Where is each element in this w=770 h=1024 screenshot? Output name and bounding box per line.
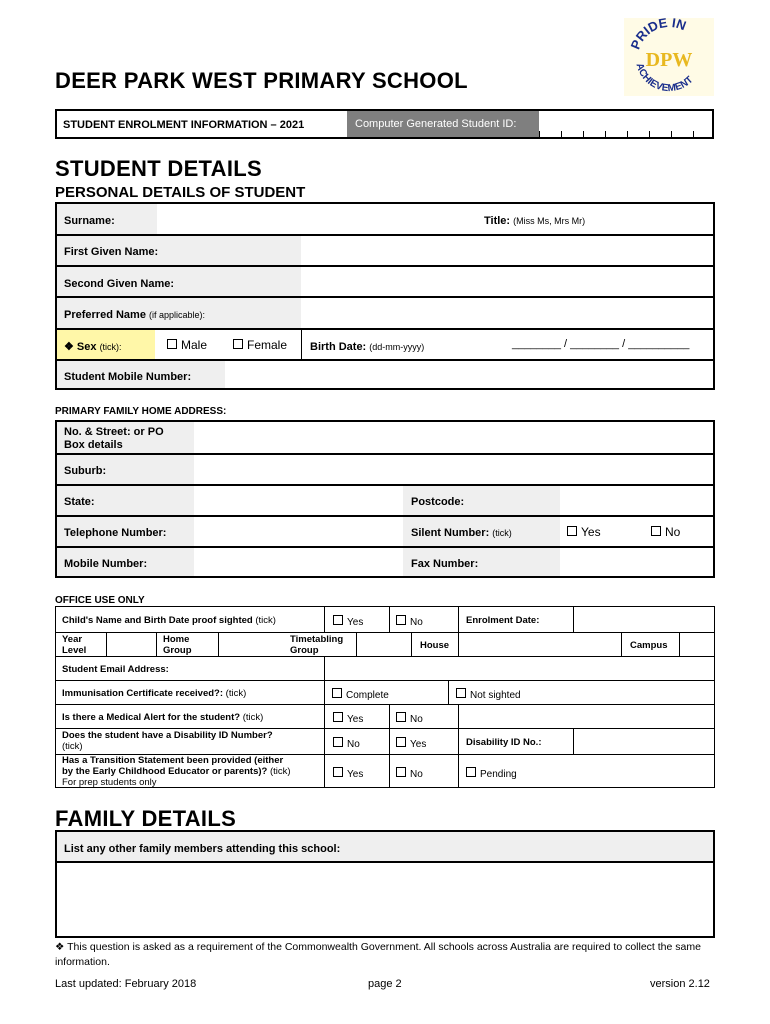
immunisation-not-sighted-checkbox[interactable]: Not sighted <box>456 688 521 701</box>
first-name-label: First Given Name: <box>64 246 159 258</box>
transition-pending-checkbox[interactable]: Pending <box>466 767 517 780</box>
family-members-table <box>55 830 715 938</box>
silent-yes-checkbox[interactable]: Yes <box>567 525 601 539</box>
telephone-input[interactable] <box>194 517 403 546</box>
campus-input[interactable] <box>680 633 714 656</box>
transition-statement-label: Has a Transition Statement been provided (either by the Early Childhood Educator or parents)? (tick) For prep students only <box>62 755 291 788</box>
family-members-input[interactable] <box>57 863 713 936</box>
banner-title: STUDENT ENROLMENT INFORMATION – 2021 <box>63 119 305 131</box>
second-name-input[interactable] <box>301 267 713 296</box>
family-mobile-input[interactable] <box>194 548 403 576</box>
student-email-input[interactable] <box>325 657 714 680</box>
medical-yes-checkbox[interactable]: Yes <box>333 712 363 725</box>
fax-label: Fax Number: <box>411 558 479 570</box>
personal-details-heading: PERSONAL DETAILS OF STUDENT <box>55 184 306 201</box>
enrolment-date-input[interactable] <box>574 607 714 632</box>
student-details-heading: STUDENT DETAILS <box>55 156 262 181</box>
first-name-input[interactable] <box>301 236 713 265</box>
home-group-label: Home Group <box>163 634 192 656</box>
surname-input[interactable] <box>157 204 479 234</box>
version-number: version 2.12 <box>650 978 710 990</box>
fax-input[interactable] <box>560 548 713 576</box>
disability-yes-checkbox[interactable]: Yes <box>396 737 426 750</box>
immunisation-label: Immunisation Certificate received?: (tick) <box>62 688 247 699</box>
silent-no-checkbox[interactable]: No <box>651 525 680 539</box>
female-checkbox[interactable]: Female <box>233 338 287 352</box>
last-updated: Last updated: February 2018 <box>55 978 197 990</box>
title-label: Title: (Miss Ms, Mrs Mr) <box>484 215 586 227</box>
street-label: No. & Street: or PO Box details <box>64 426 164 451</box>
disability-no-checkbox[interactable]: No <box>333 737 360 750</box>
birth-date-label: Birth Date: (dd-mm-yyyy) <box>310 341 425 353</box>
family-members-label: List any other family members attending this school: <box>64 843 341 855</box>
svg-text:ACHIEVEMENT: ACHIEVEMENT <box>633 61 696 95</box>
silent-number-label: Silent Number: (tick) <box>411 527 512 539</box>
state-label: State: <box>64 496 95 508</box>
commonwealth-footnote: ❖ This question is asked as a requirement of the Commonwealth Government. All schools across Australia are required to collect the same information. <box>55 941 701 968</box>
office-use-heading: OFFICE USE ONLY <box>55 595 145 606</box>
second-name-label: Second Given Name: <box>64 278 175 290</box>
medical-alert-label: Is there a Medical Alert for the student? (tick) <box>62 712 264 723</box>
immunisation-complete-checkbox[interactable]: Complete <box>332 688 389 701</box>
proof-yes-checkbox[interactable]: Yes <box>333 615 363 628</box>
page-number: page 2 <box>368 978 402 990</box>
surname-label: Surname: <box>64 215 115 227</box>
svg-text:DPW: DPW <box>645 49 693 71</box>
timetabling-group-input[interactable] <box>357 633 411 656</box>
home-group-input[interactable] <box>219 633 284 656</box>
house-label: House <box>420 640 450 651</box>
street-input[interactable] <box>194 422 713 453</box>
timetabling-group-label: Timetabling Group <box>290 634 344 656</box>
family-mobile-label: Mobile Number: <box>64 558 148 570</box>
office-use-table <box>55 606 715 788</box>
disability-id-label: Disability ID No.: <box>466 737 542 748</box>
campus-label: Campus <box>630 640 668 651</box>
student-id-boxes[interactable] <box>539 111 712 137</box>
proof-no-checkbox[interactable]: No <box>396 615 423 628</box>
personal-details-table <box>55 202 715 390</box>
medical-no-checkbox[interactable]: No <box>396 712 423 725</box>
school-name: DEER PARK WEST PRIMARY SCHOOL <box>55 68 468 93</box>
disability-id-input[interactable] <box>574 729 714 754</box>
student-id-label: Computer Generated Student ID: <box>347 111 539 137</box>
postcode-input[interactable] <box>560 486 713 515</box>
address-table <box>55 420 715 578</box>
transition-no-checkbox[interactable]: No <box>396 767 423 780</box>
house-input[interactable] <box>459 633 621 656</box>
school-logo <box>624 18 714 96</box>
telephone-label: Telephone Number: <box>64 527 167 539</box>
disability-label: Does the student have a Disability ID Number? (tick) <box>62 730 273 752</box>
family-details-heading: FAMILY DETAILS <box>55 806 237 831</box>
birth-date-input[interactable]: ________ / ________ / __________ <box>512 338 690 350</box>
home-address-heading: PRIMARY FAMILY HOME ADDRESS: <box>55 406 227 417</box>
male-checkbox[interactable]: Male <box>167 338 207 352</box>
sex-label: ❖ Sex (tick): <box>64 341 122 353</box>
suburb-input[interactable] <box>194 455 713 484</box>
preferred-name-input[interactable] <box>301 298 713 328</box>
suburb-label: Suburb: <box>64 465 107 477</box>
svg-text:PRIDE IN: PRIDE IN <box>627 18 689 52</box>
preferred-name-label: Preferred Name (if applicable): <box>64 309 206 321</box>
transition-yes-checkbox[interactable]: Yes <box>333 767 363 780</box>
enrolment-date-label: Enrolment Date: <box>466 615 540 626</box>
state-input[interactable] <box>194 486 403 515</box>
enrolment-banner <box>55 109 714 139</box>
student-mobile-label: Student Mobile Number: <box>64 371 192 383</box>
student-email-label: Student Email Address: <box>62 664 169 675</box>
student-mobile-input[interactable] <box>225 361 713 388</box>
proof-sighted-label: Child's Name and Birth Date proof sighted (tick) <box>62 615 276 626</box>
year-level-label: Year Level <box>62 634 87 656</box>
postcode-label: Postcode: <box>411 496 465 508</box>
year-level-input[interactable] <box>107 633 156 656</box>
